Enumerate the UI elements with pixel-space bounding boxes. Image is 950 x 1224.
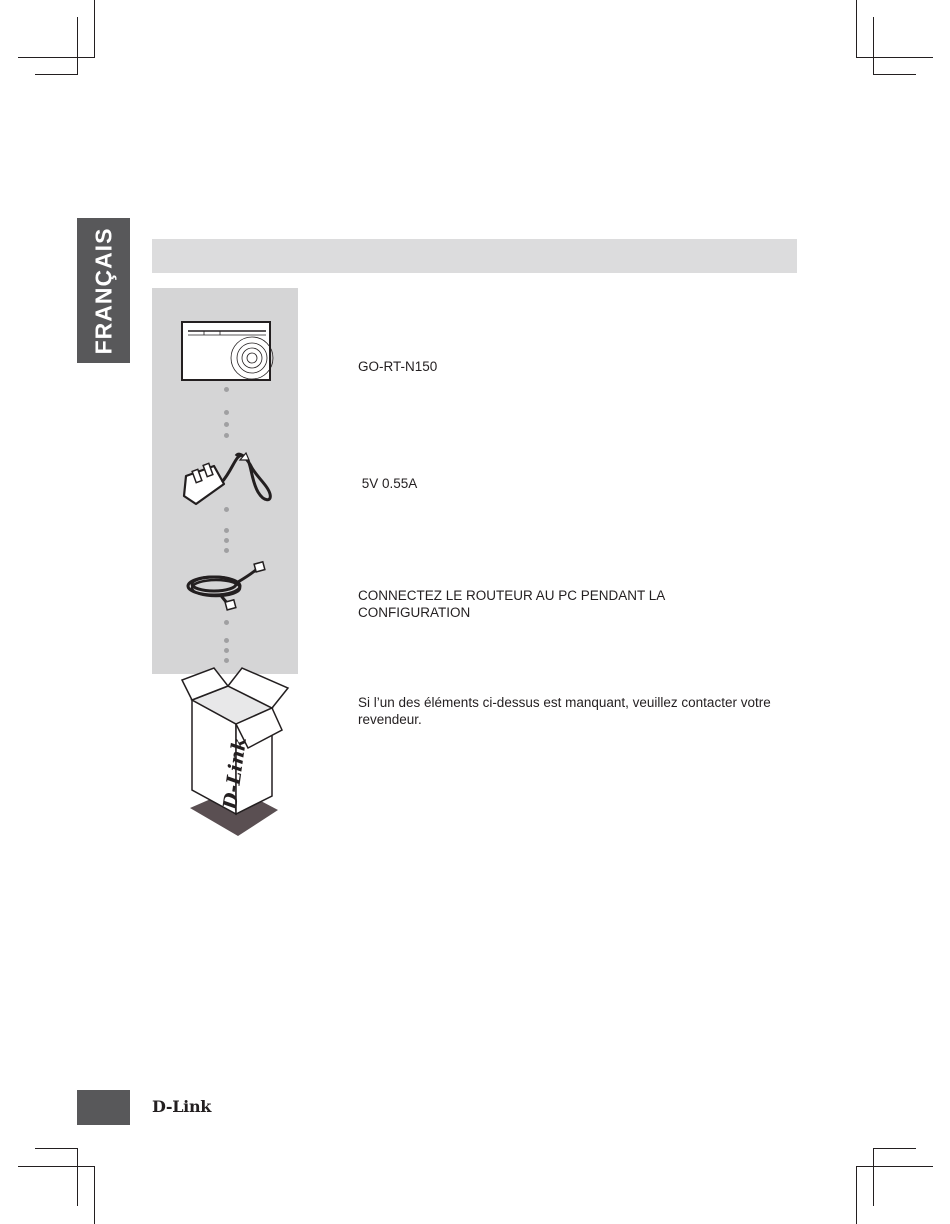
crop-mark	[35, 1148, 78, 1149]
crop-mark	[856, 1166, 933, 1167]
router-icon	[178, 318, 274, 384]
separator-dot	[224, 538, 229, 543]
crop-mark	[873, 1148, 874, 1206]
crop-mark	[35, 74, 78, 75]
item-missing-notice: Si l’un des éléments ci-dessus est manquant, veuillez contacter votre revendeur.	[358, 695, 771, 727]
box-icon	[178, 664, 294, 840]
footer-brand-logo: D-Link	[152, 1097, 212, 1116]
crop-mark	[18, 1166, 95, 1167]
separator-dot	[224, 638, 229, 643]
crop-mark	[94, 1166, 95, 1224]
separator-dot	[224, 620, 229, 625]
ethernet-cable-icon	[182, 560, 270, 614]
item-cable-label: CONNECTEZ LE ROUTEUR AU PC PENDANT LA CONFIGURATION	[358, 588, 665, 620]
separator-dot	[224, 507, 229, 512]
crop-mark	[18, 57, 95, 58]
separator-dot	[224, 648, 229, 653]
page-number-block	[77, 1090, 130, 1125]
crop-mark	[873, 17, 874, 75]
separator-dot	[224, 410, 229, 415]
separator-dot	[224, 422, 229, 427]
separator-dot	[224, 548, 229, 553]
language-tab	[77, 218, 130, 363]
section-header-bar	[152, 239, 797, 273]
crop-mark	[77, 1148, 78, 1206]
language-tab-label: FRANÇAIS	[90, 227, 116, 354]
crop-mark	[94, 0, 95, 58]
item-adapter-label: 5V 0.55A	[358, 476, 418, 491]
separator-dot	[224, 433, 229, 438]
power-adapter-icon	[178, 448, 274, 510]
separator-dot	[224, 528, 229, 533]
box-logo-text: D-Link	[219, 736, 252, 811]
crop-mark	[873, 74, 916, 75]
crop-mark	[77, 17, 78, 75]
separator-dot	[224, 387, 229, 392]
item-router-label: GO-RT-N150	[358, 359, 438, 374]
crop-mark	[856, 0, 857, 58]
crop-mark	[856, 57, 933, 58]
crop-mark	[873, 1148, 916, 1149]
separator-dot	[224, 658, 229, 663]
crop-mark	[856, 1166, 857, 1224]
